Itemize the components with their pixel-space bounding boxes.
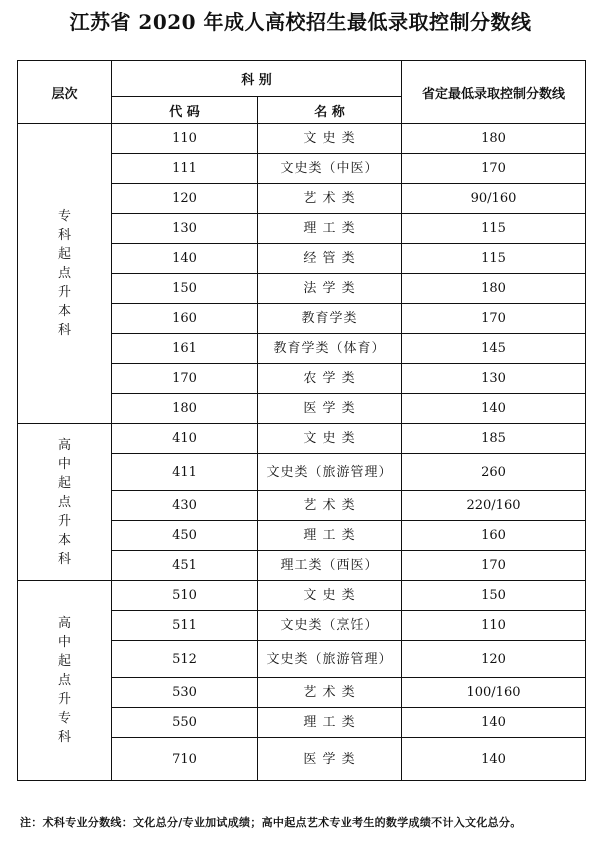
code-cell: 111: [112, 154, 258, 184]
score-cell: 145: [402, 334, 586, 364]
name-cell: 艺 术 类: [258, 184, 402, 214]
footnote: 注：术科专业分数线：文化总分/专业加试成绩；高中起点艺术专业考生的数学成绩不计入文化总分。: [20, 816, 522, 829]
score-cell: 170: [402, 551, 586, 581]
level-char: 点: [57, 673, 71, 688]
score-cell: 260: [402, 454, 586, 491]
level-char: 起: [57, 475, 71, 491]
code-cell: 120: [112, 184, 258, 214]
header-subject: 科 别: [112, 61, 402, 97]
score-cell: 170: [402, 304, 586, 334]
code-cell: 710: [112, 738, 258, 781]
score-cell: 150: [402, 581, 586, 611]
score-cell: 100/160: [402, 678, 586, 708]
score-cell: 180: [402, 274, 586, 304]
name-cell: 教育学类: [258, 304, 402, 334]
level-char: 科: [57, 228, 71, 243]
score-cell: 90/160: [402, 184, 586, 214]
code-cell: 450: [112, 521, 258, 551]
code-cell: 110: [112, 124, 258, 154]
level-char: 升: [57, 513, 71, 529]
table-row: [18, 424, 586, 454]
name-cell: 文 史 类: [258, 124, 402, 154]
name-cell: 理 工 类: [258, 214, 402, 244]
score-table: [17, 60, 586, 781]
name-cell: 理 工 类: [258, 708, 402, 738]
code-cell: 160: [112, 304, 258, 334]
level-cell: [18, 124, 112, 424]
name-cell: 农 学 类: [258, 364, 402, 394]
name-cell: 文 史 类: [258, 424, 402, 454]
level-char: 专: [57, 209, 71, 224]
level-char: 专: [57, 711, 71, 726]
name-cell: 文史类（旅游管理）: [258, 454, 402, 491]
code-cell: 411: [112, 454, 258, 491]
level-char: 起: [57, 654, 71, 669]
score-cell: 120: [402, 641, 586, 678]
name-cell: 法 学 类: [258, 274, 402, 304]
level-char: 中: [57, 456, 71, 472]
level-char: 点: [57, 494, 71, 510]
level-cell: [18, 581, 112, 781]
header-code: 代 码: [112, 97, 258, 124]
table-body: [18, 124, 586, 781]
table-row: [18, 581, 586, 611]
score-cell: 170: [402, 154, 586, 184]
score-cell: 115: [402, 214, 586, 244]
score-cell: 160: [402, 521, 586, 551]
code-cell: 510: [112, 581, 258, 611]
page-title: 江苏省 2020 年成人高校招生最低录取控制分数线: [69, 10, 532, 34]
code-cell: 130: [112, 214, 258, 244]
name-cell: 教育学类（体育）: [258, 334, 402, 364]
score-cell: 180: [402, 124, 586, 154]
name-cell: 经 管 类: [258, 244, 402, 274]
code-cell: 451: [112, 551, 258, 581]
name-cell: 艺 术 类: [258, 491, 402, 521]
level-char: 本: [57, 532, 71, 548]
level-char: 高: [57, 616, 71, 631]
code-cell: 180: [112, 394, 258, 424]
level-char: 科: [57, 730, 71, 745]
level-char: 升: [57, 285, 71, 300]
header-score: 省定最低录取控制分数线: [402, 61, 586, 124]
code-cell: 511: [112, 611, 258, 641]
code-cell: 170: [112, 364, 258, 394]
code-cell: 140: [112, 244, 258, 274]
code-cell: 512: [112, 641, 258, 678]
level-char: 升: [57, 692, 71, 707]
code-cell: 161: [112, 334, 258, 364]
level-char: 科: [57, 323, 71, 338]
code-cell: 410: [112, 424, 258, 454]
name-cell: 文 史 类: [258, 581, 402, 611]
name-cell: 理 工 类: [258, 521, 402, 551]
name-cell: 医 学 类: [258, 738, 402, 781]
score-cell: 140: [402, 708, 586, 738]
level-char: 高: [57, 437, 71, 453]
name-cell: 医 学 类: [258, 394, 402, 424]
code-cell: 430: [112, 491, 258, 521]
code-cell: 150: [112, 274, 258, 304]
level-char: 起: [57, 247, 71, 262]
header-name: 名 称: [258, 97, 402, 124]
level-char: 本: [57, 304, 71, 319]
code-cell: 530: [112, 678, 258, 708]
level-cell: [18, 424, 112, 581]
table-row: [18, 124, 586, 154]
header-level: 层次: [18, 61, 112, 124]
name-cell: 艺 术 类: [258, 678, 402, 708]
level-char: 科: [57, 551, 71, 567]
name-cell: 文史类（中医）: [258, 154, 402, 184]
score-cell: 130: [402, 364, 586, 394]
level-char: 点: [57, 266, 71, 281]
score-cell: 110: [402, 611, 586, 641]
name-cell: 理工类（西医）: [258, 551, 402, 581]
score-cell: 115: [402, 244, 586, 274]
code-cell: 550: [112, 708, 258, 738]
score-cell: 185: [402, 424, 586, 454]
level-char: 中: [57, 635, 71, 650]
score-cell: 140: [402, 394, 586, 424]
name-cell: 文史类（烹饪）: [258, 611, 402, 641]
name-cell: 文史类（旅游管理）: [258, 641, 402, 678]
score-cell: 140: [402, 738, 586, 781]
score-cell: 220/160: [402, 491, 586, 521]
